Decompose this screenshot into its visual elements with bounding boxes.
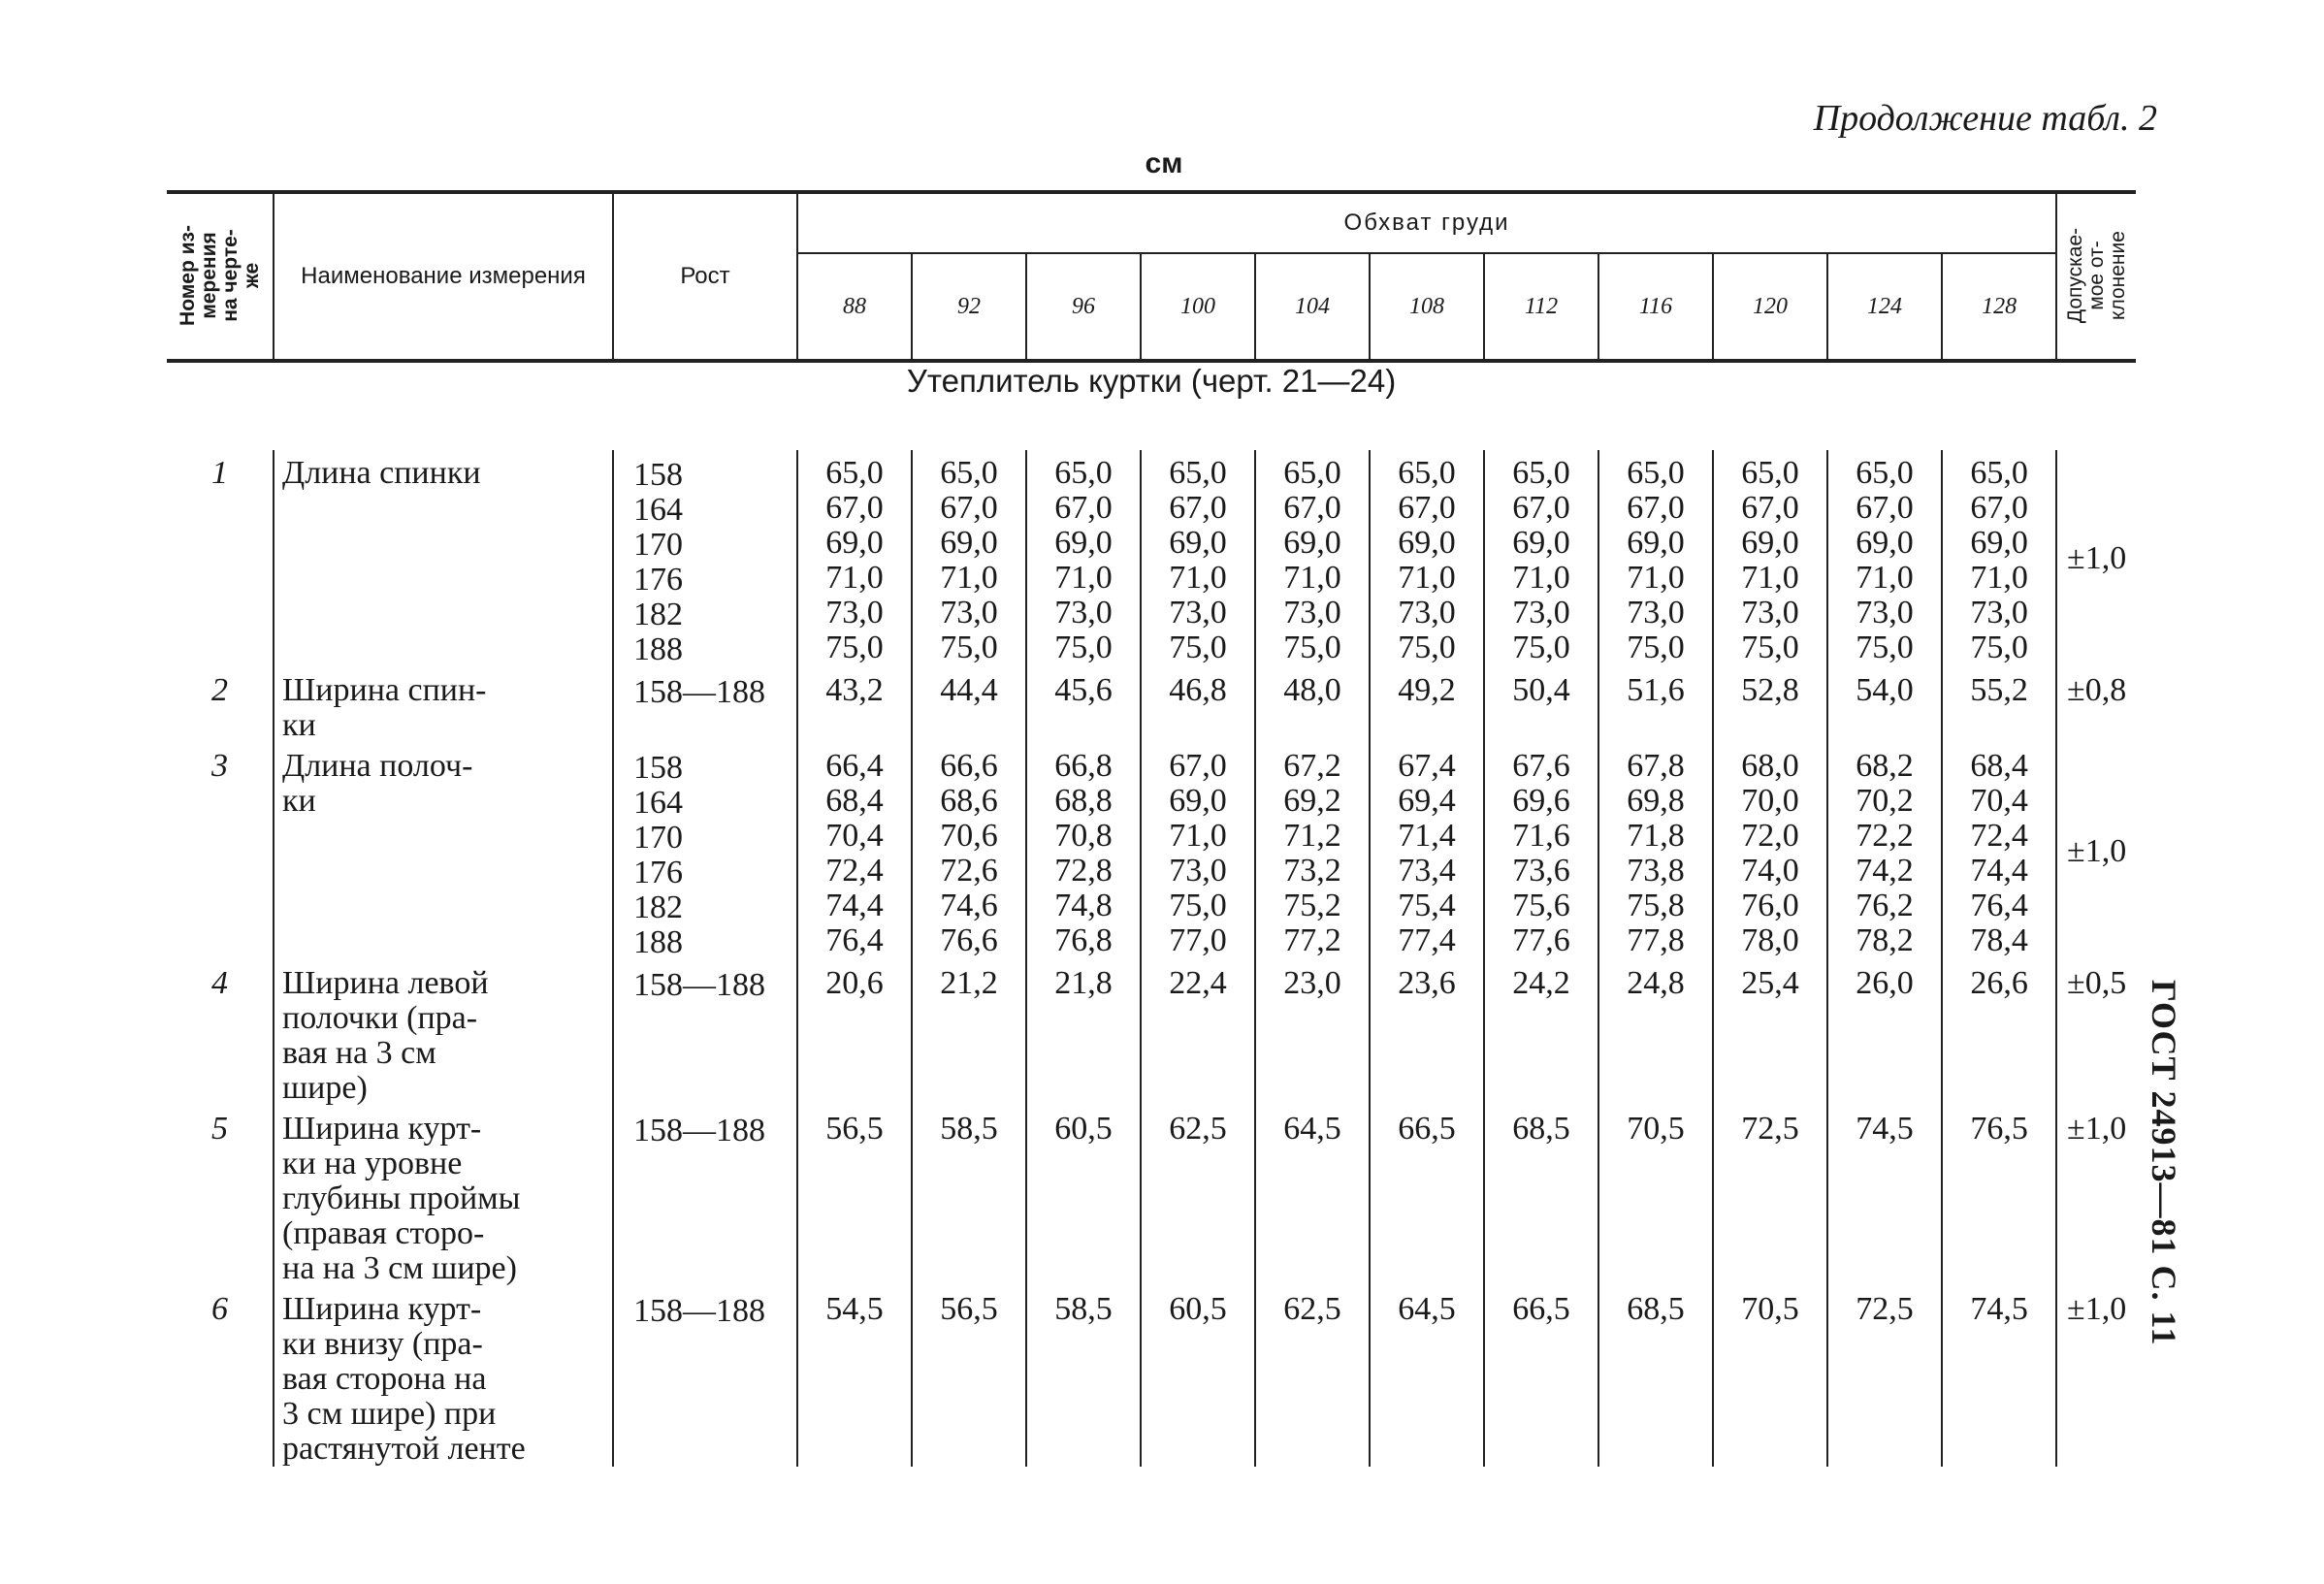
value-cell-text: 49,2 [1398,672,1456,708]
value-cell-text: 65,0 67,0 69,0 71,0 73,0 75,0 [1970,455,2028,665]
value-cell [1598,960,1713,1106]
value-cell [1026,960,1141,1106]
size-header-100: 100 [1141,253,1255,361]
value-cell [1370,667,1484,743]
value-cell [1141,1286,1255,1467]
value-cell [797,1286,912,1467]
value-cell-text: 65,0 67,0 69,0 71,0 73,0 75,0 [940,455,998,665]
row-number-text: 3 [211,748,228,784]
measurement-name-text: Ширина курт- ки внизу (пра- вая сторона на 3 см шире) при растянутой ленте [282,1291,526,1467]
value-cell [1713,1286,1827,1467]
value-cell [1713,667,1827,743]
table-row [167,1106,2136,1286]
value-cell [1713,1106,1827,1286]
value-cell-text: 21,8 [1054,965,1113,1001]
tolerance-value-text: ±1,0 [2067,1111,2127,1147]
value-cell-text: 60,5 [1054,1111,1113,1147]
measurement-name-text: Ширина спин- ки [282,672,487,743]
size-header-128: 128 [1942,253,2056,361]
height-values-text: 158—188 [633,1293,765,1329]
size-header-96: 96 [1026,253,1141,361]
value-cell [1598,1286,1713,1467]
value-cell [1141,743,1255,960]
value-cell [797,667,912,743]
value-cell [1598,743,1713,960]
size-header-120: 120 [1713,253,1827,361]
value-cell [1827,450,1942,667]
value-cell-text: 20,6 [825,965,884,1001]
value-cell-text: 65,0 67,0 69,0 71,0 73,0 75,0 [1283,455,1341,665]
value-cell [1255,667,1370,743]
row-number [167,960,274,1106]
measurement-name [274,450,613,667]
tolerance-column-header-text: Допускае- мое от- клонение [2063,227,2129,324]
value-cell [1255,1286,1370,1467]
value-cell [1827,667,1942,743]
size-header-88: 88 [797,253,912,361]
value-cell-text: 66,8 68,8 70,8 72,8 74,8 76,8 [1054,748,1113,958]
unit-label: см [1145,147,1183,179]
value-cell-text: 51,6 [1627,672,1685,708]
value-cell-text: 67,8 69,8 71,8 73,8 75,8 77,8 [1627,748,1685,958]
value-cell [1942,450,2056,667]
value-cell-text: 68,2 70,2 72,2 74,2 76,2 78,2 [1856,748,1914,958]
value-cell [1141,450,1255,667]
value-cell-text: 23,0 [1283,965,1341,1001]
measurement-name-text: Длина полоч- ки [282,748,473,819]
section-title: Утеплитель куртки (черт. 21—24) [906,363,1397,399]
side-page-label: ГОСТ 24913—81 С. 11 [2145,980,2183,1346]
value-cell-text: 66,5 [1398,1111,1456,1147]
value-cell [1484,450,1598,667]
value-cell-text: 23,6 [1398,965,1456,1001]
height-values-text: 158 164 170 176 182 188 [633,457,683,667]
value-cell-text: 72,5 [1856,1291,1914,1327]
measurement-name [274,960,613,1106]
value-cell [1942,667,2056,743]
measurement-name-text: Ширина курт- ки на уровне глубины проймы (правая сторо- на на 3 см шире) [282,1111,521,1286]
row-number-text: 1 [211,455,228,491]
value-cell-text: 56,5 [825,1111,884,1147]
value-cell-text: 24,8 [1627,965,1685,1001]
height-values [613,960,797,1106]
tolerance-value-text: ±0,5 [2067,965,2127,1001]
value-cell [1484,667,1598,743]
value-cell [1026,1106,1141,1286]
value-cell-text: 22,4 [1169,965,1227,1001]
value-cell [797,743,912,960]
value-cell-text: 21,2 [940,965,998,1001]
tolerance-value [2056,1106,2136,1286]
rost-column-header: Рост [613,192,797,361]
height-values [613,1286,797,1467]
value-cell [797,960,912,1106]
measurement-name [274,667,613,743]
measurement-name [274,1106,613,1286]
value-cell [1713,960,1827,1106]
table-row [167,667,2136,743]
tolerance-value [2056,667,2136,743]
value-cell [1713,450,1827,667]
height-values [613,1106,797,1286]
value-cell [1942,743,2056,960]
value-cell-text: 26,0 [1856,965,1914,1001]
value-cell [1484,960,1598,1106]
tolerance-value [2056,450,2136,667]
tolerance-value-text: ±1,0 [2067,833,2127,869]
measurement-name-text: Ширина левой полочки (пра- вая на 3 см шире) [282,965,489,1106]
value-cell-text: 52,8 [1741,672,1799,708]
value-cell-text: 67,2 69,2 71,2 73,2 75,2 77,2 [1283,748,1341,958]
row-number-text: 4 [211,965,228,1001]
value-cell [1827,960,1942,1106]
value-cell [1026,450,1141,667]
value-cell-text: 70,5 [1627,1111,1685,1147]
value-cell [1370,743,1484,960]
value-cell [1942,960,2056,1106]
value-cell-text: 46,8 [1169,672,1227,708]
value-cell-text: 76,5 [1970,1111,2028,1147]
table-row [167,743,2136,960]
tolerance-value-text: ±1,0 [2067,540,2127,576]
row-number [167,1286,274,1467]
value-cell [1484,1286,1598,1467]
measurements-table [167,190,2136,1467]
value-cell-text: 66,4 68,4 70,4 72,4 74,4 76,4 [825,748,884,958]
value-cell [1484,1106,1598,1286]
size-header-116: 116 [1598,253,1713,361]
height-values-text: 158—188 [633,1113,765,1148]
value-cell-text: 65,0 67,0 69,0 71,0 73,0 75,0 [1856,455,1914,665]
tolerance-value [2056,743,2136,960]
measurement-name [274,1286,613,1467]
value-cell-text: 24,2 [1512,965,1570,1001]
height-values-text: 158—188 [633,967,765,1003]
value-cell-text: 43,2 [825,672,884,708]
value-cell-text: 62,5 [1283,1291,1341,1327]
value-cell [1827,1286,1942,1467]
value-cell [1255,1106,1370,1286]
row-number-text: 6 [211,1291,228,1327]
value-cell [1141,1106,1255,1286]
num-column-header [167,192,274,361]
value-cell [1370,1106,1484,1286]
value-cell-text: 65,0 67,0 69,0 71,0 73,0 75,0 [1054,455,1113,665]
row-number-text: 2 [211,672,228,708]
size-header-92: 92 [912,253,1026,361]
value-cell-text: 66,5 [1512,1291,1570,1327]
value-cell-text: 58,5 [1054,1291,1113,1327]
value-cell-text: 64,5 [1398,1291,1456,1327]
value-cell-text: 65,0 67,0 69,0 71,0 73,0 75,0 [1398,455,1456,665]
value-cell-text: 26,6 [1970,965,2028,1001]
value-cell [1713,743,1827,960]
value-cell-text: 56,5 [940,1291,998,1327]
value-cell [797,450,912,667]
value-cell [1370,960,1484,1106]
value-cell-text: 68,4 70,4 72,4 74,4 76,4 78,4 [1970,748,2028,958]
row-number-text: 5 [211,1111,228,1147]
chest-girth-header: Обхват груди [797,192,2056,253]
value-cell [1942,1286,2056,1467]
value-cell-text: 65,0 67,0 69,0 71,0 73,0 75,0 [1169,455,1227,665]
value-cell [1598,1106,1713,1286]
size-header-112: 112 [1484,253,1598,361]
value-cell [1370,1286,1484,1467]
value-cell-text: 55,2 [1970,672,2028,708]
value-cell [1026,667,1141,743]
value-cell [912,960,1026,1106]
value-cell-text: 58,5 [940,1111,998,1147]
height-values [613,450,797,667]
value-cell [1598,450,1713,667]
value-cell-text: 44,4 [940,672,998,708]
value-cell-text: 70,5 [1741,1291,1799,1327]
value-cell-text: 67,6 69,6 71,6 73,6 75,6 77,6 [1512,748,1570,958]
num-column-header-text: Номер из- мерения на черте- же [176,225,263,326]
height-values-text: 158 164 170 176 182 188 [633,750,683,960]
height-values [613,667,797,743]
size-header-104: 104 [1255,253,1370,361]
value-cell [1827,743,1942,960]
value-cell-text: 60,5 [1169,1291,1227,1327]
value-cell-text: 65,0 67,0 69,0 71,0 73,0 75,0 [825,455,884,665]
value-cell-text: 74,5 [1970,1291,2028,1327]
tolerance-value [2056,1286,2136,1467]
value-cell [1255,960,1370,1106]
row-number [167,450,274,667]
value-cell [1255,450,1370,667]
value-cell [912,667,1026,743]
name-column-header: Наименование измерения [274,192,613,361]
value-cell-text: 64,5 [1283,1111,1341,1147]
value-cell-text: 68,0 70,0 72,0 74,0 76,0 78,0 [1741,748,1799,958]
value-cell [1141,667,1255,743]
value-cell [1484,743,1598,960]
value-cell [1942,1106,2056,1286]
tolerance-column-header [2056,192,2136,361]
tolerance-value-text: ±0,8 [2067,672,2127,708]
value-cell-text: 72,5 [1741,1111,1799,1147]
row-number [167,743,274,960]
value-cell-text: 62,5 [1169,1111,1227,1147]
tolerance-value [2056,960,2136,1106]
height-values-text: 158—188 [633,674,765,710]
value-cell-text: 74,5 [1856,1111,1914,1147]
value-cell-text: 65,0 67,0 69,0 71,0 73,0 75,0 [1627,455,1685,665]
value-cell [912,1106,1026,1286]
value-cell-text: 67,0 69,0 71,0 73,0 75,0 77,0 [1169,748,1227,958]
table-row [167,450,2136,667]
continuation-label: Продолжение табл. 2 [1813,98,2157,139]
value-cell-text: 45,6 [1054,672,1113,708]
tolerance-value-text: ±1,0 [2067,1291,2127,1327]
value-cell-text: 65,0 67,0 69,0 71,0 73,0 75,0 [1741,455,1799,665]
value-cell [1827,1106,1942,1286]
row-number [167,667,274,743]
value-cell [912,743,1026,960]
measurement-name-text: Длина спинки [282,455,481,491]
value-cell [912,450,1026,667]
value-cell [1026,1286,1141,1467]
value-cell [1598,667,1713,743]
table-row [167,1286,2136,1467]
value-cell-text: 68,5 [1627,1291,1685,1327]
value-cell-text: 66,6 68,6 70,6 72,6 74,6 76,6 [940,748,998,958]
value-cell [1141,960,1255,1106]
size-header-108: 108 [1370,253,1484,361]
value-cell-text: 65,0 67,0 69,0 71,0 73,0 75,0 [1512,455,1570,665]
value-cell-text: 50,4 [1512,672,1570,708]
table-row [167,960,2136,1106]
value-cell-text: 54,5 [825,1291,884,1327]
value-cell [912,1286,1026,1467]
value-cell-text: 48,0 [1283,672,1341,708]
value-cell-text: 25,4 [1741,965,1799,1001]
row-number [167,1106,274,1286]
value-cell-text: 67,4 69,4 71,4 73,4 75,4 77,4 [1398,748,1456,958]
size-header-124: 124 [1827,253,1942,361]
value-cell [1026,743,1141,960]
value-cell-text: 68,5 [1512,1111,1570,1147]
measurement-name [274,743,613,960]
value-cell [797,1106,912,1286]
value-cell [1370,450,1484,667]
value-cell [1255,743,1370,960]
height-values [613,743,797,960]
value-cell-text: 54,0 [1856,672,1914,708]
